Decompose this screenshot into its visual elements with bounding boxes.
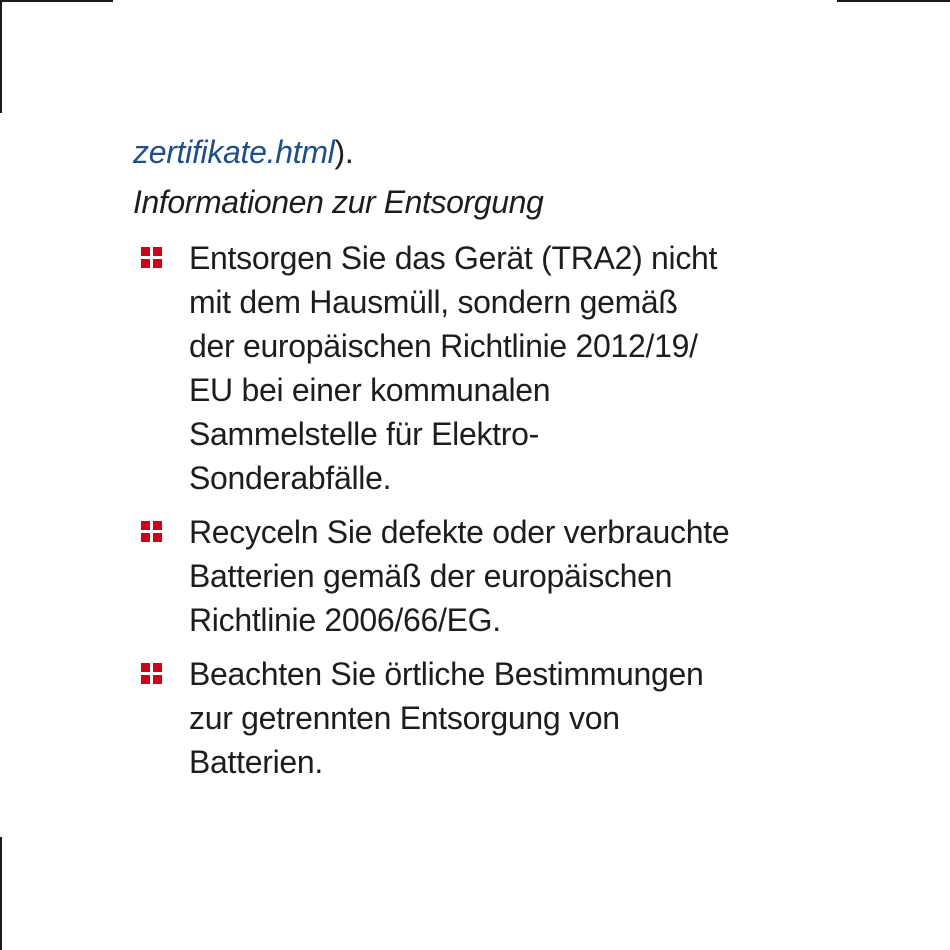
red-square-bullet-icon — [141, 521, 163, 543]
certificate-link-line — [133, 130, 833, 174]
text-line: Richtlinie 2006/66/EG. — [189, 602, 501, 638]
text-line: Batterien gemäß der europäischen — [189, 558, 673, 594]
text-line: EU bei einer kommunalen — [189, 372, 551, 408]
crop-mark-top-left-horizontal — [0, 0, 113, 2]
text-line: Batterien. — [189, 744, 323, 780]
list-item-local-regulations — [133, 652, 829, 784]
red-square-bullet-icon — [141, 247, 163, 269]
text-line: zur getrennten Entsorgung von — [189, 700, 620, 736]
red-square-bullet-icon — [141, 663, 163, 685]
text-line: Entsorgen Sie das Gerät (TRA2) nicht — [189, 240, 718, 276]
text-line: Sonderabfälle. — [189, 460, 392, 496]
crop-mark-top-left-vertical — [0, 0, 2, 113]
crop-mark-top-right-horizontal — [837, 0, 950, 2]
text-line: mit dem Hausmüll, sondern gemäß — [189, 284, 678, 320]
list-item-battery-recycling — [133, 510, 829, 642]
document-content — [133, 130, 833, 794]
text-line: der europäischen Richtlinie 2012/19/ — [189, 328, 698, 364]
disposal-subheading: Informationen zur Entsorgung — [133, 184, 544, 220]
certificate-link[interactable]: zertifikate.html — [133, 134, 335, 170]
disposal-list — [133, 236, 833, 784]
link-tail-text: ). — [334, 134, 354, 170]
crop-mark-bottom-left-vertical — [0, 837, 2, 950]
text-line: Beachten Sie örtliche Bestimmungen — [189, 656, 704, 692]
list-item-device-disposal — [133, 236, 829, 500]
text-line: Recyceln Sie defekte oder verbrauchte — [189, 514, 730, 550]
text-line: Sammelstelle für Elektro- — [189, 416, 539, 452]
